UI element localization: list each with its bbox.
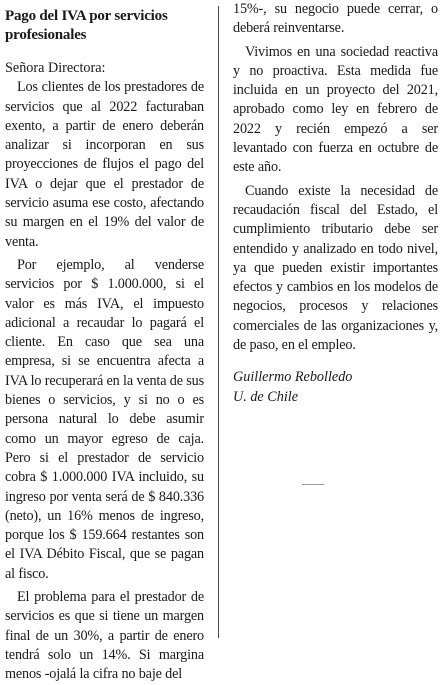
paragraph-3: El problema para el prestador de servicios es que si tiene un margen final de un 30%, a partir de enero tendrá solo un 14%. Si margina menos -ojalá la cifra no baje del — [5, 589, 204, 683]
signature-spacer — [233, 355, 438, 368]
article-title: Pago del IVA por servicios profesionales — [5, 8, 168, 43]
paragraph-1: Los clientes de los prestadores de servicios que al 2022 facturaban exento, a partir de enero deberán analizar si incorporan en sus proyecciones de flujos el pago del IVA o dejar que el prestador de servicio asuma ese costo, afectando su margen en el 19% del valor de venta. — [5, 79, 204, 250]
left-column — [5, 0, 204, 685]
right-column — [233, 0, 438, 407]
column-divider — [218, 6, 219, 638]
author-affiliation: U. de Chile — [233, 388, 299, 405]
author-name: Guillermo Rebolledo — [233, 369, 353, 386]
paragraph-2: Por ejemplo, al venderse servicios por $ 1.000.000, si el valor es más IVA, el impuesto adicional a recaudar lo pagará el cliente. En caso que sea una empresa, si se encuentra afecta a IVA lo recuperará en la venta de sus bienes o servicios, y si no o es persona natural lo debe asumir como un mayor egreso de caja. Pero si el prestador de servicio cobra $ 1.000.000 IVA incluido, su ingreso por venta será de $ 840.336 (neto), un 16% menos de ingreso, porque los $ 159.664 restantes son el IVA Débito Fiscal, que se pagan al fisco. — [5, 256, 204, 582]
paragraph-3-continued: 15%-, su negocio puede cerrar, o deberá reinventarse. — [233, 1, 438, 37]
paragraph-5: Cuando existe la necesidad de recaudación fiscal del Estado, el cumplimiento tributario debe ser entendido y analizado en todo nivel, ya que pueden existir importantes efectos y cambios en los modelos de negocios, procesos y relaciones comerciales de las organizaciones y, de paso, en el empleo. — [233, 182, 438, 354]
paragraph-4: Vivimos en una sociedad reactiva y no proactiva. Esta medida fue incluida en un proyecto del 2021, aprobado como ley en febrero de 2022 y recién empezó a ser levantado con fuerza en octubre de este año. — [233, 43, 438, 176]
end-mark — [302, 484, 324, 485]
salutation: Señora Directora: — [5, 60, 106, 76]
